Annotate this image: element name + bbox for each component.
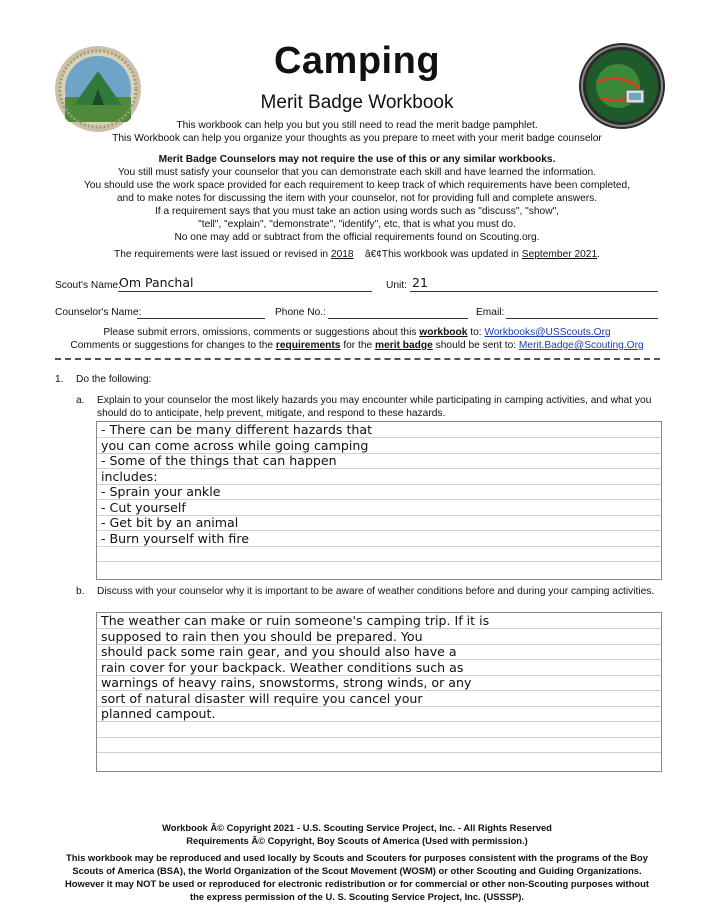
contact-line-2 <box>0 340 714 353</box>
req-1a-answer-box[interactable] <box>96 421 662 580</box>
notice-line: No one may add or subtract from the official requirements found on Scouting.org. <box>174 232 540 243</box>
scout-name-label: Scout's Name: <box>55 280 121 291</box>
req-1a-text: Explain to your counselor the most likely hazards you may encounter while participating in camping activities, and what you should do to anticipate, help prevent, mitigate, and respond to these hazards. <box>97 395 652 419</box>
notice-line: You should use the work space provided for each requirement to keep track of which requirements have been completed, <box>83 180 631 191</box>
email-field[interactable] <box>506 318 658 319</box>
updated-label: â€¢This workbook was updated in <box>364 249 519 260</box>
req-1-number: 1. <box>55 374 64 385</box>
req-1-text: Do the following: <box>76 374 152 385</box>
issued-prefix: The requirements were last issued or revised in <box>114 249 329 260</box>
unit-field[interactable]: 21 <box>412 275 428 290</box>
req-1b-answer-text: The weather can make or ruin someone's camping trip. If it is supposed to rain then you should be prepared. You should pack some rain gear, and you should also have a rain cover for your backpack. Weather conditions such as warnings of heavy rains, snowstorms, strong winds, or any sort of natural disaster will require you cancel your planned campout. <box>101 613 490 721</box>
counselor-name-field[interactable] <box>137 318 265 319</box>
scout-name-line <box>118 291 372 292</box>
updated-date: September 2021 <box>521 249 598 260</box>
unit-label: Unit: <box>386 280 407 291</box>
req-1b-text: Discuss with your counselor why it is important to be aware of weather conditions before and during your camping activities. <box>97 586 655 597</box>
merit-badge-email-link[interactable]: Merit.Badge@Scouting.Org <box>518 340 644 351</box>
contact-workbook: workbook <box>419 327 468 338</box>
email-label: Email: <box>476 307 505 318</box>
contact-text: Please submit errors, omissions, comments or suggestions about this <box>103 327 417 338</box>
workbooks-email-link[interactable]: Workbooks@USScouts.Org <box>484 327 611 338</box>
page-title: Camping <box>273 40 441 82</box>
footer-requirements-copyright: Requirements Â© Copyright, Boy Scouts of America (Used with permission.) <box>186 835 528 846</box>
intro-line-2: This Workbook can help you organize your thoughts as you prepare to meet with your merit badge counselor <box>112 133 602 144</box>
req-1a-letter: a. <box>76 395 85 406</box>
notice-bold-line: Merit Badge Counselors may not require the use of this or any similar workbooks. <box>158 154 556 165</box>
counselor-name-label: Counselor's Name: <box>55 307 142 318</box>
notice-line: "tell", "explain", "demonstrate", "identify", etc, that is what you must do. <box>198 219 516 230</box>
req-1b-letter: b. <box>76 586 85 597</box>
footer-copyright: Workbook Â© Copyright 2021 - U.S. Scouting Service Project, Inc. - All Rights Reserved <box>162 822 552 833</box>
issued-line <box>0 249 714 262</box>
notice-line: If a requirement says that you must take an action using words such as "discuss", "show", <box>154 206 560 217</box>
contact-text: Comments or suggestions for changes to the <box>70 340 274 351</box>
notice-line: and to make notes for discussing the item with your counselor, not for providing full and complete answers. <box>116 193 598 204</box>
footer-license-line: the express permission of the U. S. Scouting Service Project, Inc. (USSSP). <box>190 891 524 902</box>
phone-label: Phone No.: <box>275 307 326 318</box>
contact-text: should be sent to: <box>435 340 517 351</box>
contact-text: for the <box>343 340 373 351</box>
req-1b-answer-box[interactable] <box>96 612 662 772</box>
unit-line <box>410 291 658 292</box>
contact-line-1 <box>0 327 714 340</box>
notice-line: You still must satisfy your counselor that you can demonstrate each skill and have learned the information. <box>117 167 597 178</box>
intro-line-1: This workbook can help you but you still need to read the merit badge pamphlet. <box>176 120 538 131</box>
issued-year: 2018 <box>330 249 354 260</box>
contact-merit-badge: merit badge <box>375 340 433 351</box>
contact-requirements: requirements <box>275 340 341 351</box>
updated-end: . <box>597 249 600 260</box>
req-1a-answer-text: - There can be many different hazards that you can come across while going camping - Some of the things that can happen includes: - Sprain your ankle - Cut yourself - Get bit by an animal - Burn yourself with fire <box>101 422 373 546</box>
footer-license-line: However it may NOT be used or reproduced for electronic redistribution or for commercial or other non-Scouting purposes without <box>65 878 649 889</box>
footer-license-line: Scouts of America (BSA), the World Organization of the Scout Movement (WOSM) or other Scouting and Guiding Organizations. <box>72 865 642 876</box>
contact-to: to: <box>470 327 482 338</box>
scout-name-field[interactable]: Om Panchal <box>119 275 194 290</box>
section-divider <box>55 358 660 362</box>
phone-field[interactable] <box>328 318 468 319</box>
footer-license-line: This workbook may be reproduced and used locally by Scouts and Scouters for purposes consistent with the programs of the Boy <box>66 852 648 863</box>
page-subtitle: Merit Badge Workbook <box>260 92 454 113</box>
